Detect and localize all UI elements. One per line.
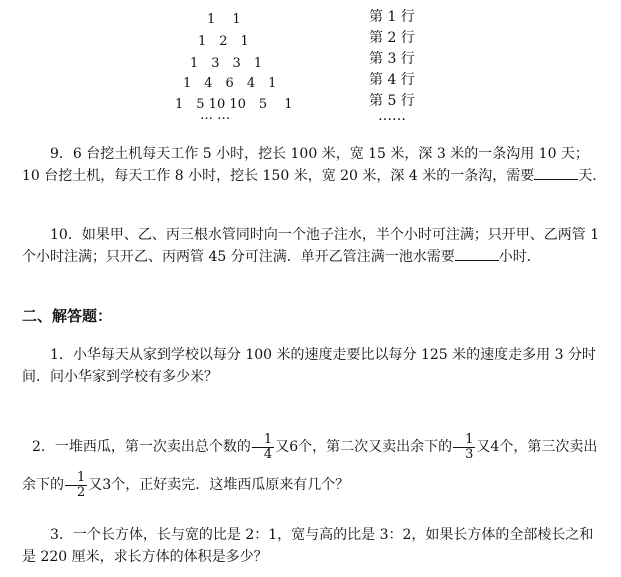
problem-1-text: 1．小华每天从家到学校以每分 100 米的速度走要比以每分 125 米的速度走多用 3 分时间．问小华家到学校有多少米？: [22, 347, 596, 385]
answer-blank-10: [455, 246, 499, 261]
question-10: [22, 224, 604, 268]
question-9: [22, 143, 604, 187]
triangle-row-2: 1 2 1: [198, 34, 249, 49]
triangle-row-ellipsis: … …: [200, 108, 231, 123]
row-label-2: 第 2 行: [369, 30, 415, 46]
question-9-text: 9．6 台挖土机每天工作 5 小时，挖长 100 米，宽 15 米，深 3 米的一条沟用 10 天；10 台挖土机，每天工作 8 小时，挖长 150 米，宽 20 米，深 4 米的一条沟，需要: [22, 146, 589, 184]
section-title-problems: 二、解答题：: [22, 307, 113, 325]
row-label-1: 第 1 行: [369, 9, 415, 25]
problem-1: [22, 344, 604, 388]
problem-2-part2: 又6个，第二次又卖出余下的: [275, 439, 453, 455]
row-label-5: 第 5 行: [369, 93, 415, 109]
answer-blank-9: [534, 165, 578, 180]
triangle-row-4: 1 4 6 4 1: [183, 76, 277, 91]
row-label-ellipsis: ……: [378, 108, 406, 124]
problem-2-part4: 又3个，正好卖完．这堆西瓜原来有几个？: [88, 477, 350, 493]
problem-2-part1: 2．一堆西瓜，第一次卖出总个数的: [32, 439, 251, 455]
fraction-one-half: $\frac{1}{2}$: [65, 471, 87, 500]
row-label-3: 第 3 行: [369, 51, 415, 67]
fraction-one-third: $\frac{1}{3}$: [453, 433, 475, 462]
question-10-unit: 小时.: [498, 249, 532, 265]
triangle-row-3: 1 3 3 1: [190, 56, 263, 71]
problem-2-part3: 又4个，第三次卖出余下的: [22, 439, 598, 493]
question-9-unit: 天.: [578, 168, 597, 184]
fraction-one-quarter: $\frac{1}{4}$: [252, 433, 274, 462]
problem-3: [22, 524, 604, 568]
problem-2: [22, 428, 604, 504]
row-label-4: 第 4 行: [369, 72, 415, 88]
problem-3-text: 3．一个长方体，长与宽的比是 2：1，宽与高的比是 3：2，如果长方体的全部棱长之和是 220 厘米，求长方体的体积是多少？: [22, 527, 594, 565]
question-10-text: 10．如果甲、乙、丙三根水管同时向一个池子注水，半个小时可注满；只开甲、乙两管 1 个小时注满；只开乙、丙两管 45 分可注满．单开乙管注满一池水需要: [22, 227, 600, 265]
triangle-row-1: 1 1: [207, 12, 241, 27]
triangle-row-5: 1 5 10 10 5 1: [175, 97, 293, 112]
